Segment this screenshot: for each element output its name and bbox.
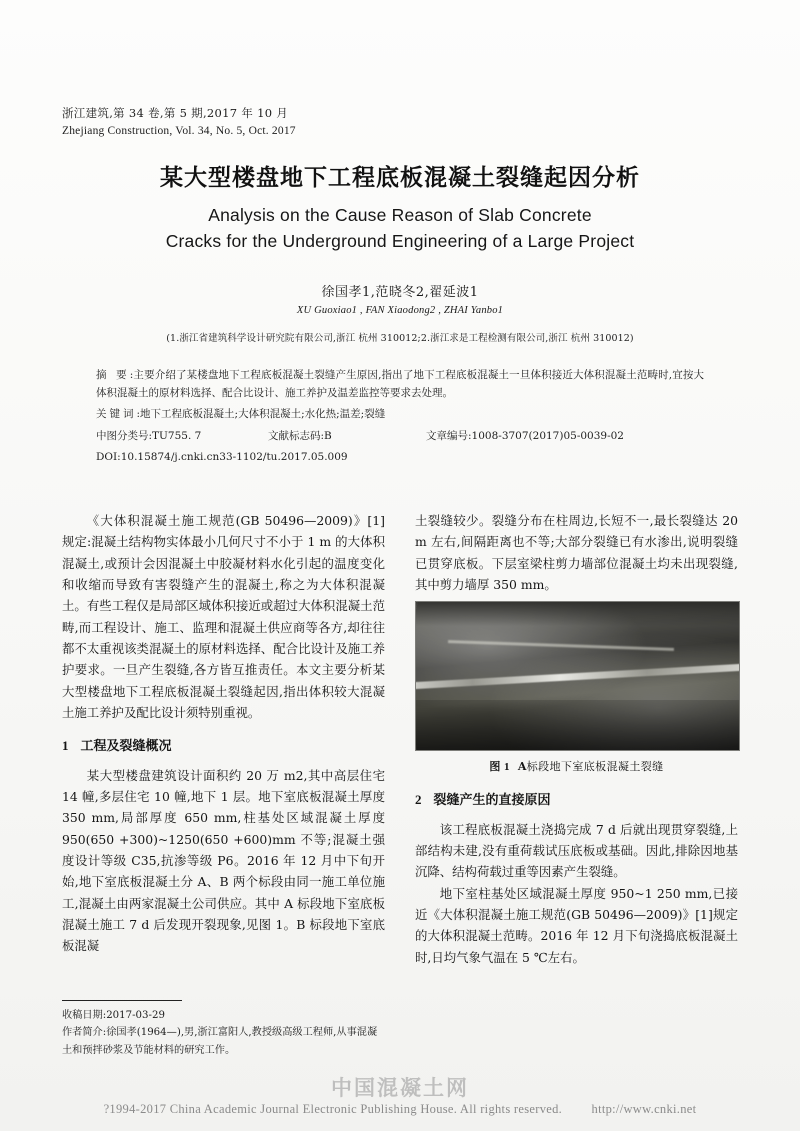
footnote-block xyxy=(62,1000,385,1059)
clc-label: 中图分类号 xyxy=(96,429,149,442)
doc-code-cell: 文献标志码:B xyxy=(268,429,332,442)
paper-title-en-line1: Analysis on the Cause Reason of Slab Concrete xyxy=(208,205,592,225)
doi-row xyxy=(96,448,704,466)
paragraph: 土裂缝较少。裂缝分布在柱周边,长短不一,最长裂缝达 20 m 左右,间隔距离也不等;大部分裂缝已有水渗出,说明裂缝已贯穿底板。下层室梁柱剪力墙部位混凝土均未出现裂缝,其中剪力墙厚 350 mm。 xyxy=(415,513,738,592)
section-heading-2 xyxy=(415,789,738,812)
author-affiliation: (1.浙江省建筑科学设计研究院有限公司,浙江 杭州 310012;2.浙江求是工程检测有限公司,浙江 杭州 310012) xyxy=(166,332,634,344)
received-date-label: 收稿日期: xyxy=(62,1010,107,1021)
paragraph: 某大型楼盘建筑设计面积约 20 万 m2,其中高层住宅 14 幢,多层住宅 10 幢,地下 1 层。地下室底板混凝土厚度 350 mm,局部厚度 650 mm,柱基处区域混凝土厚度 950(650 +300)~1250(650 +600)mm 不等;混凝土强度设计等级 C35,抗渗等级 P6。2016 年 12 月中下旬开始,地下室底板混凝土分 A、B 两个标段由同一施工单位施工,混凝土由两家混凝土公司供应。其中 A 标段地下室底板混凝土施工 7 d 后发现开裂现象,见图 1。B 标段地下室底板混凝 xyxy=(62,767,385,954)
paragraph: 该工程底板混凝土浇捣完成 7 d 后就出现贯穿裂缝,上部结构未建,没有重荷载试压底板或基础。因此,排除因地基沉降、结构荷载过重等因素产生裂缝。 xyxy=(415,821,738,880)
received-date-row xyxy=(62,1007,385,1024)
footnote-rule xyxy=(62,1000,182,1001)
author-bio-row xyxy=(62,1024,385,1059)
column-right xyxy=(415,510,738,968)
authors-cn: 徐国孝1,范晓冬2,翟延波1 xyxy=(321,284,479,300)
received-date-value: 2017-03-29 xyxy=(106,1010,165,1021)
article-id-label: 文章编号 xyxy=(426,429,468,442)
figure-caption-bold: A xyxy=(517,760,527,774)
paragraph: 《大体积混凝土施工规范(GB 50496—2009)》[1] 规定:混凝土结构物实体最小几何尺寸不小于 1 m 的大体积混凝土,或预计会因混凝土中胶凝材料水化引起的温度变化和收缩而导致有害裂缝产生的混凝土,称之为大体积混凝土。有些工程仅是局部区域体积接近或超过大体积混凝土范畴,而工程设计、施工、监理和混凝土供应商等各方,却往往都不太重视该类混凝土的原材料选择、配合比设计及施工养护要求。一旦产生裂缝,各方皆互推责任。本文主要分析某大型楼盘地下工程底板混凝土裂缝起因,指出体积较大混凝土施工养护及配比设计须特别重视。 xyxy=(62,513,385,720)
paper-title-en-line2: Cracks for the Underground Engineering of a Large Project xyxy=(165,231,635,252)
journal-line-en: Zhejiang Construction, Vol. 34, No. 5, Oct. 2017 xyxy=(62,125,296,137)
doc-code-value: B xyxy=(324,429,332,442)
author-bio-text: 徐国孝(1964—),男,浙江富阳人,教授级高级工程师,从事混凝土和预拌砂浆及节能材料的研究工作。 xyxy=(62,1027,378,1056)
abstract-block xyxy=(96,366,704,467)
authors-en: XU Guoxiao1 , FAN Xiaodong2 , ZHAI Yanbo1 xyxy=(296,304,504,316)
figure-1-caption xyxy=(415,758,738,777)
figure-bottom-shadow xyxy=(416,700,739,750)
article-id-value: 1008-3707(2017)05-0039-02 xyxy=(471,429,624,442)
section-number: 2 xyxy=(415,792,422,808)
doc-code-label: 文献标志码 xyxy=(268,429,321,442)
keywords-text: 地下工程底板混凝土;大体积混凝土;水化热;温差;裂缝 xyxy=(140,408,386,421)
watermark-center: 中国混凝土网 xyxy=(331,1075,469,1100)
section-title: 工程及裂缝概况 xyxy=(80,739,172,755)
section-title: 裂缝产生的直接原因 xyxy=(433,793,551,809)
section-number: 1 xyxy=(62,738,69,754)
abstract-row: 摘 要:主要介绍了某楼盘地下工程底板混凝土裂缝产生原因,指出了地下工程底板混凝土一旦体积接近大体积混凝土范畴时,宜按大体积混凝土的原材料选择、配合比设计、施工养护及温差监控等要求去处理。 xyxy=(96,368,704,399)
paper-header-block xyxy=(62,105,738,466)
clc-cell: 中图分类号:TU755. 7 xyxy=(96,429,202,442)
journal-line-cn: 浙江建筑,第 34 卷,第 5 期,2017 年 10 月 xyxy=(62,106,289,120)
abstract-text: 主要介绍了某楼盘地下工程底板混凝土裂缝产生原因,指出了地下工程底板混凝土一旦体积接近大体积混凝土范畴时,宜按大体积混凝土的原材料选择、配合比设计、施工养护及温差监控等要求去处理。 xyxy=(96,368,704,399)
author-bio-label: 作者简介: xyxy=(62,1027,107,1039)
clc-value: TU755. 7 xyxy=(152,429,202,442)
section-heading-1 xyxy=(62,735,385,758)
paper-title-cn: 某大型楼盘地下工程底板混凝土裂缝起因分析 xyxy=(160,164,640,191)
article-id-cell: 文章编号:1008-3707(2017)05-0039-02 xyxy=(426,429,624,442)
footer-copyright xyxy=(0,1102,800,1117)
figure-1 xyxy=(415,601,738,777)
figure-caption-text: 标段地下室底板混凝土裂缝 xyxy=(526,760,664,774)
body-columns xyxy=(62,510,738,968)
column-left xyxy=(62,510,385,968)
footer-url: http://www.cnki.net xyxy=(591,1102,697,1116)
figure-number: 图 1 xyxy=(489,761,510,774)
footer-copyright-text: ?1994-2017 China Academic Journal Electronic Publishing House. All rights reserved. xyxy=(103,1102,563,1116)
abstract-label: 摘 要 xyxy=(96,368,130,381)
paragraph: 地下室柱基处区域混凝土厚度 950~1 250 mm,已接近《大体积混凝土施工规范(GB 50496—2009)》[1]规定的大体积混凝土范畴。2016 年 12 月下旬浇捣底板混凝土时,日均气象气温在 5 ℃左右。 xyxy=(415,885,738,965)
keywords-label: 关键词 xyxy=(96,408,137,421)
paper-title-en xyxy=(62,202,738,255)
classification-row xyxy=(96,427,704,445)
figure-top-shadow xyxy=(416,602,739,626)
doi-value: DOI:10.15874/j.cnki.cn33-1102/tu.2017.05.009 xyxy=(96,451,348,463)
figure-1-image xyxy=(415,601,740,751)
keywords-row: 关键词:地下工程底板混凝土;大体积混凝土;水化热;温差;裂缝 xyxy=(96,408,386,421)
